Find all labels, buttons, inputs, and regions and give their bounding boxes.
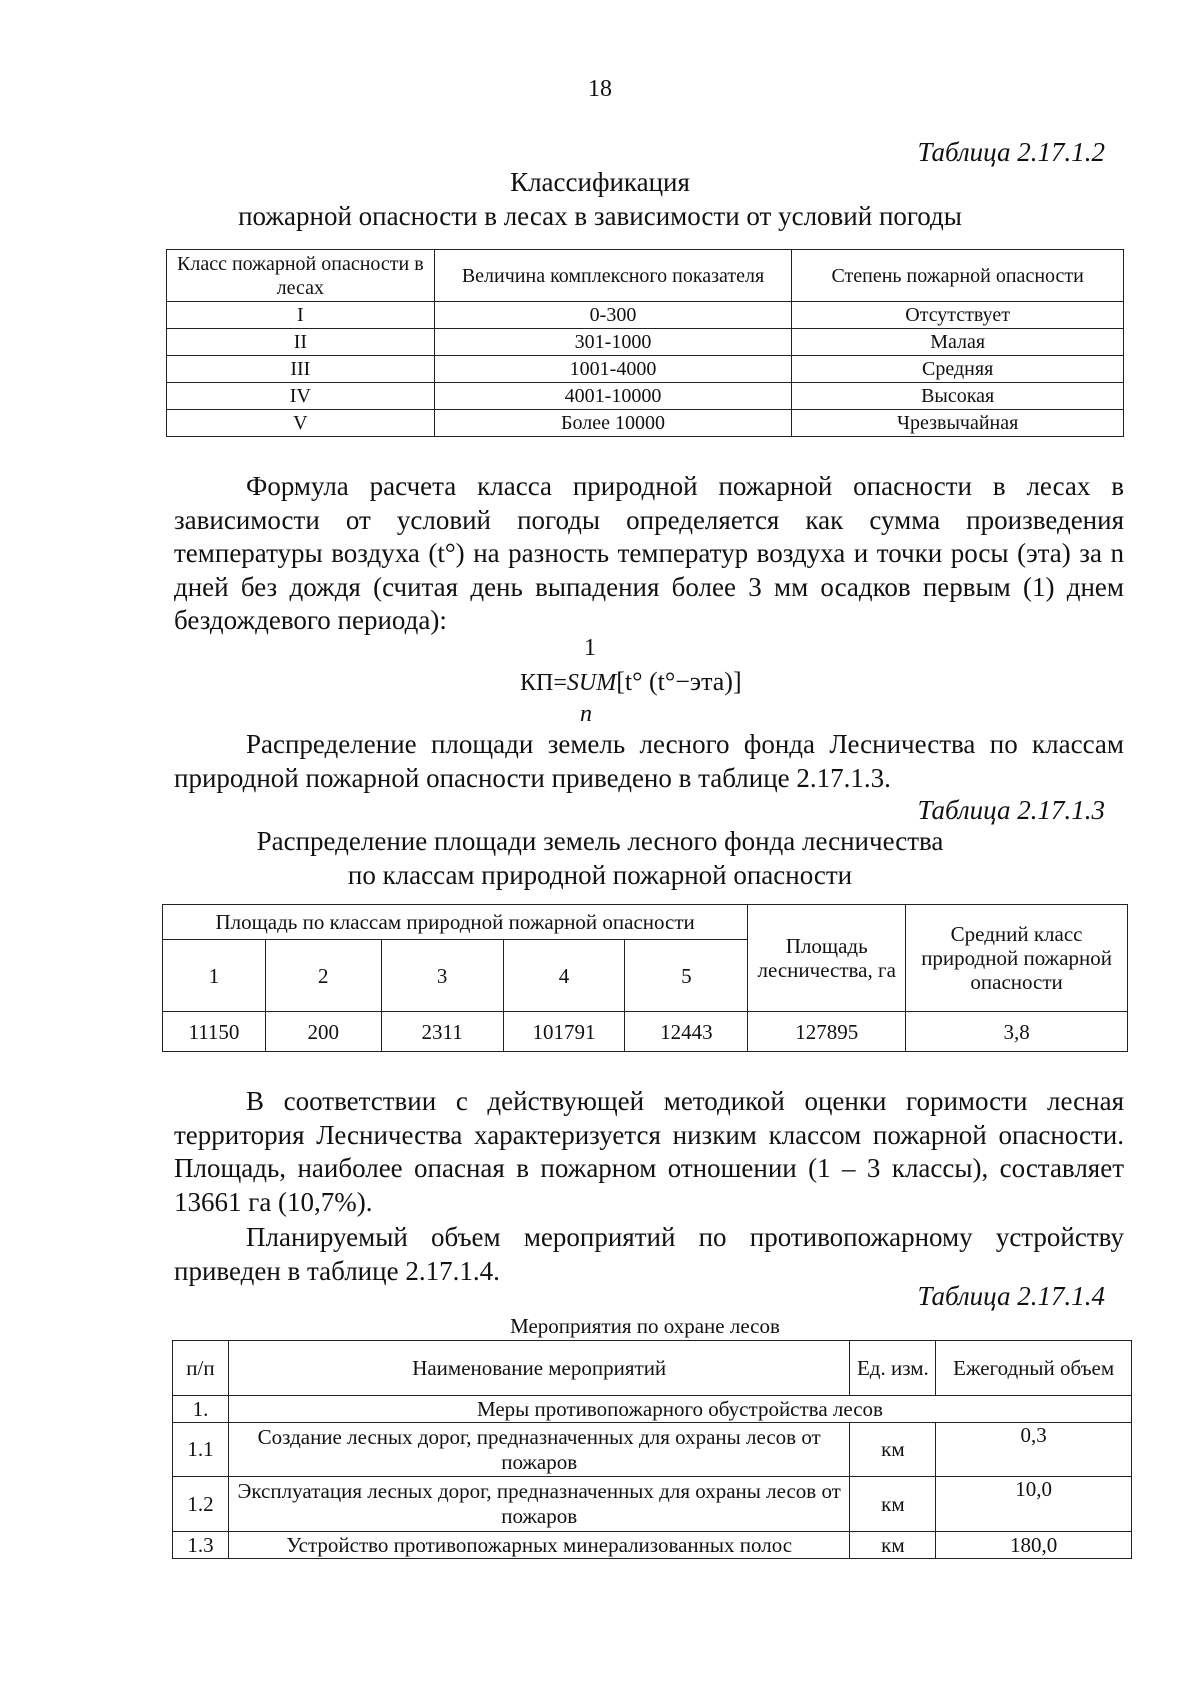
table-header-cell: Площадь лесничества, га: [748, 905, 906, 1012]
table1-title-line2: пожарной опасности в лесах в зависимости от условий погоды: [238, 201, 962, 231]
table-cell: км: [850, 1423, 936, 1477]
table-cell: 0-300: [434, 302, 792, 329]
paragraph-text: В соответствии с действующей методикой оценки горимости лесная территория Лесничества характеризуется низким классом пожарной опасности. Площадь, наиболее опасная в пожарном отношении (1 – 3 классы), составляет 13661 га (10,7%).: [174, 1086, 1124, 1217]
table-cell: Высокая: [792, 383, 1124, 410]
formula-denominator: n: [580, 701, 592, 727]
table-row: [167, 329, 1124, 356]
table-row: [173, 1532, 1132, 1559]
table-header-cell: п/п: [173, 1341, 229, 1396]
table-cell: 1.: [173, 1396, 229, 1423]
table-cell: 1.3: [173, 1532, 229, 1559]
table-header-row: [163, 905, 1128, 940]
paragraph-text: Планируемый объем мероприятий по противопожарному устройству приведен в таблице 2.17.1.4.: [174, 1222, 1124, 1286]
table-cell: км: [850, 1477, 936, 1532]
table-header-cell: Класс пожарной опасности в лесах: [167, 250, 435, 302]
table-header-row: [167, 250, 1124, 302]
table-cell: Чрезвычайная: [792, 410, 1124, 437]
forest-protection-measures-table: [172, 1340, 1132, 1559]
table-header-cell: 4: [503, 940, 625, 1012]
table-cell: 12443: [625, 1012, 748, 1052]
table-cell: 200: [265, 1012, 381, 1052]
table-cell: Средняя: [792, 356, 1124, 383]
table-cell: 180,0: [936, 1532, 1132, 1559]
table3-subtitle: Мероприятия по охране лесов: [510, 1314, 780, 1338]
area-by-class-table: [162, 904, 1128, 1052]
table2-title-line1: Распределение площади земель лесного фонда лесничества: [256, 826, 944, 856]
table-header-cell: Степень пожарной опасности: [792, 250, 1124, 302]
table-cell: 127895: [748, 1012, 906, 1052]
table-cell: 10,0: [936, 1477, 1132, 1532]
table-cell: Малая: [792, 329, 1124, 356]
table-header-cell: 5: [625, 940, 748, 1012]
table-cell: III: [167, 356, 435, 383]
table-cell: 1.1: [173, 1423, 229, 1477]
formula-prefix: КП=: [520, 670, 567, 696]
paragraph-formula-description: [174, 470, 1124, 638]
table-header-cell: Средний класс природной пожарной опасности: [906, 905, 1128, 1012]
table-cell: I: [167, 302, 435, 329]
paragraph-planned-volume: [174, 1221, 1124, 1288]
table-section-title: Меры противопожарного обустройства лесов: [228, 1396, 1131, 1423]
table-row: [167, 356, 1124, 383]
table-cell: 0,3: [936, 1423, 1132, 1477]
table-cell: км: [850, 1532, 936, 1559]
table2-label: Таблица 2.17.1.3: [917, 795, 1105, 825]
table-header-cell: 3: [381, 940, 503, 1012]
fire-danger-classification-table: [166, 249, 1124, 437]
table-cell: II: [167, 329, 435, 356]
table-header-cell: 2: [265, 940, 381, 1012]
table-section-row: [173, 1396, 1132, 1423]
table-row: [167, 410, 1124, 437]
table-cell: Более 10000: [434, 410, 792, 437]
table-row: [173, 1477, 1132, 1532]
table-cell: Отсутствует: [792, 302, 1124, 329]
table-cell: Создание лесных дорог, предназначенных для охраны лесов от пожаров: [228, 1423, 850, 1477]
table-row: [163, 1012, 1128, 1052]
table1-label: Таблица 2.17.1.2: [917, 137, 1105, 167]
table3-label: Таблица 2.17.1.4: [917, 1281, 1105, 1311]
table-header-cell: Наименование мероприятий: [228, 1341, 850, 1396]
table-cell: 3,8: [906, 1012, 1128, 1052]
table-header-cell: Величина комплексного показателя: [434, 250, 792, 302]
table-row: [167, 302, 1124, 329]
table-cell: 4001-10000: [434, 383, 792, 410]
table-cell: V: [167, 410, 435, 437]
table-header-cell: Ед. изм.: [850, 1341, 936, 1396]
formula-sum: SUM: [566, 670, 617, 696]
page-number: 18: [588, 76, 612, 102]
table-cell: Устройство противопожарных минерализованных полос: [228, 1532, 850, 1559]
paragraph-flammability: [174, 1085, 1124, 1219]
table-cell: 101791: [503, 1012, 625, 1052]
table-row: [167, 383, 1124, 410]
table-row: [173, 1423, 1132, 1477]
table-cell: IV: [167, 383, 435, 410]
table-cell: 11150: [163, 1012, 266, 1052]
table2-title-line2: по классам природной пожарной опасности: [347, 860, 853, 890]
table-cell: 301-1000: [434, 329, 792, 356]
paragraph-distribution: [174, 728, 1124, 795]
table-cell: Эксплуатация лесных дорог, предназначенных для охраны лесов от пожаров: [228, 1477, 850, 1532]
table-group-header: Площадь по классам природной пожарной опасности: [163, 905, 748, 940]
table-header-cell: 1: [163, 940, 266, 1012]
paragraph-text: Распределение площади земель лесного фонда Лесничества по классам природной пожарной опасности приведено в таблице 2.17.1.3.: [174, 729, 1124, 793]
formula-main: [520, 667, 742, 697]
table-header-cell: Ежегодный объем: [936, 1341, 1132, 1396]
table1-title-line1: Классификация: [510, 167, 690, 197]
table-header-row: [173, 1341, 1132, 1396]
table-cell: 2311: [381, 1012, 503, 1052]
table-cell: 1.2: [173, 1477, 229, 1532]
paragraph-text: Формула расчета класса природной пожарной опасности в лесах в зависимости от условий погоды определяется как сумма произведения температуры воздуха (t°) на разность температур воздуха и точки росы (эта) за n дней без дождя (считая день выпадения более 3 мм осадков первым (1) днем бездождевого периода):: [174, 471, 1124, 635]
table-cell: 1001-4000: [434, 356, 792, 383]
formula-body: [t° (t°−эта)]: [616, 667, 742, 696]
formula-numerator: 1: [584, 635, 596, 661]
